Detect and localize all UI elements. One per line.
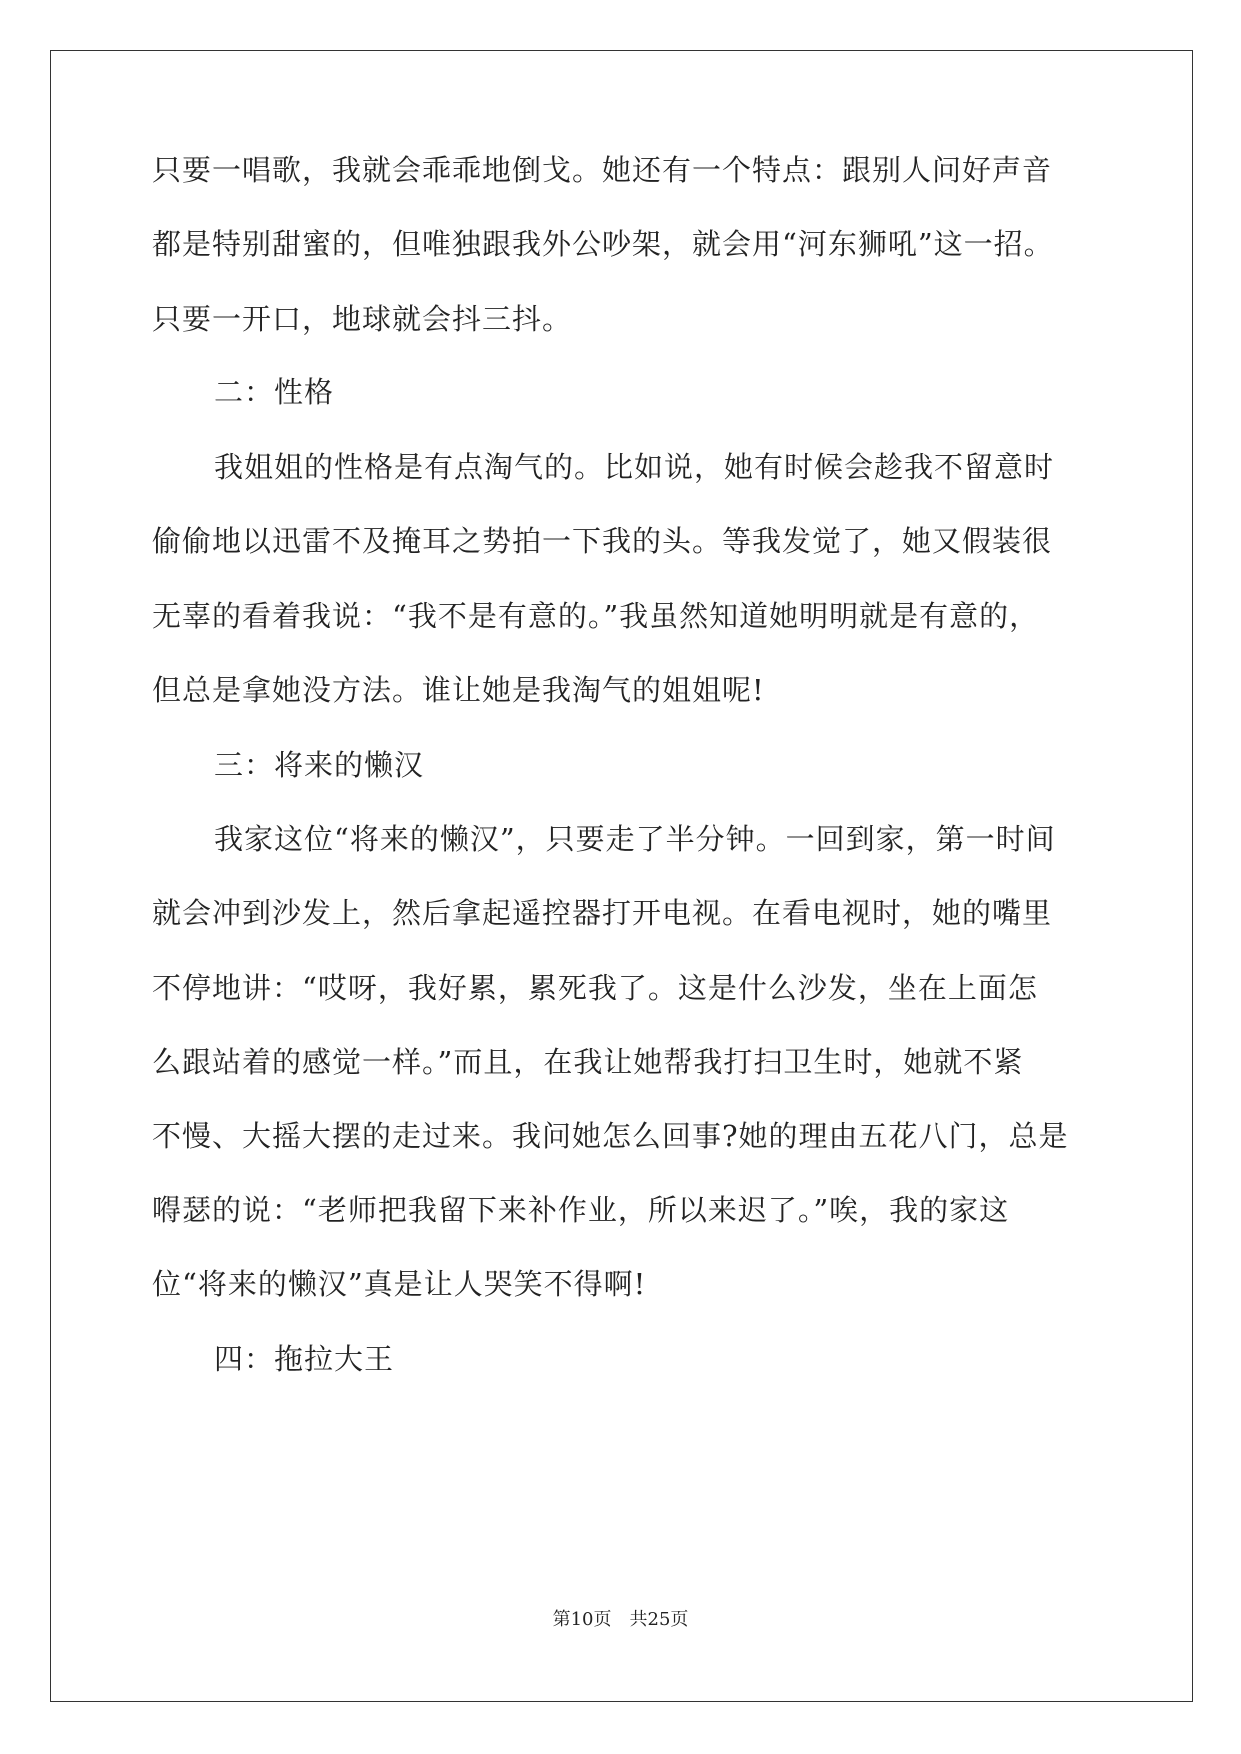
text-line: 但总是拿她没方法。谁让她是我淘气的姐姐呢!: [152, 673, 765, 707]
text-line: 我家这位“将来的懒汉”，只要走了半分钟。一回到家，第一时间: [214, 822, 1056, 856]
text-line: 只要一唱歌，我就会乖乖地倒戈。她还有一个特点：跟别人问好声音: [152, 153, 1053, 187]
text-line: 只要一开口，地球就会抖三抖。: [152, 302, 573, 336]
text-line: 么跟站着的感觉一样。”而且，在我让她帮我打扫卫生时，她就不紧: [152, 1045, 1024, 1079]
page-number-footer: 第10页 共25页: [552, 1609, 689, 1630]
page-border: [50, 50, 1193, 1702]
text-line: 不慢、大摇大摆的走过来。我问她怎么回事?她的理由五花八门，总是: [152, 1119, 1069, 1153]
text-line: 不停地讲：“哎呀，我好累，累死我了。这是什么沙发，坐在上面怎: [152, 971, 1038, 1005]
section-heading: 二：性格: [214, 375, 335, 409]
section-heading: 三：将来的懒汉: [214, 748, 425, 782]
text-line: 就会冲到沙发上，然后拿起遥控器打开电视。在看电视时，她的嘴里: [152, 896, 1053, 930]
text-line: 位“将来的懒汉”真是让人哭笑不得啊!: [152, 1267, 647, 1301]
text-line: 无辜的看着我说：“我不是有意的。”我虽然知道她明明就是有意的，: [152, 599, 1040, 633]
text-line: 嘚瑟的说：“老师把我留下来补作业，所以来迟了。”唉，我的家这: [152, 1193, 1010, 1227]
text-line: 偷偷地以迅雷不及掩耳之势拍一下我的头。等我发觉了，她又假装很: [152, 524, 1053, 558]
section-heading: 四：拖拉大王: [214, 1342, 395, 1376]
text-line: 我姐姐的性格是有点淘气的。比如说，她有时候会趁我不留意时: [214, 450, 1055, 484]
text-line: 都是特别甜蜜的，但唯独跟我外公吵架，就会用“河东狮吼”这一招。: [152, 227, 1054, 261]
